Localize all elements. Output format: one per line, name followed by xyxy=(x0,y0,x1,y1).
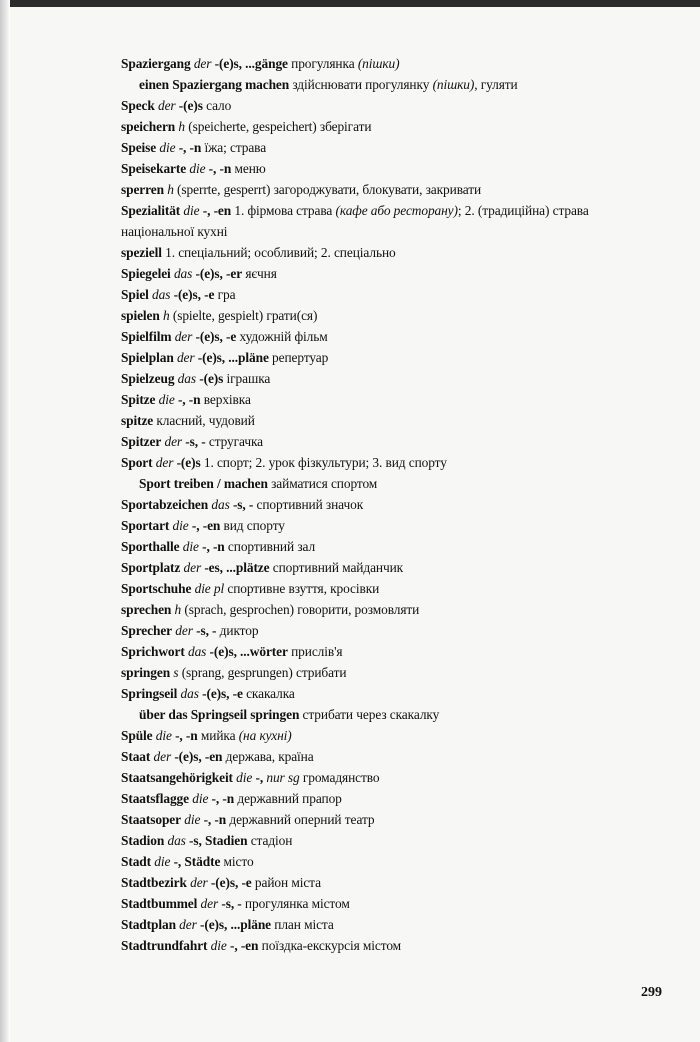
grammar: h xyxy=(162,308,170,323)
grammar: die xyxy=(159,140,176,155)
forms: -s, - xyxy=(196,623,217,638)
forms: (sperrte, gesperrt) xyxy=(177,182,271,197)
entry-spielen xyxy=(121,305,641,326)
translation: державний прапор xyxy=(237,791,342,806)
translation: скакалка xyxy=(246,686,295,701)
top-border xyxy=(0,0,700,7)
entry-sprichwort xyxy=(121,641,641,662)
grammar: der xyxy=(175,623,193,638)
translation: займатися спортом xyxy=(271,476,378,491)
entry-staatsoper xyxy=(121,809,641,830)
grammar: die xyxy=(172,518,189,533)
translation: поїздка-екскурсія містом xyxy=(261,938,402,953)
grammar: der xyxy=(183,560,202,575)
phrase: einen Spaziergang machen xyxy=(139,77,290,92)
translation: класний, чудовий xyxy=(156,413,255,428)
forms: -(e)s, ...gänge xyxy=(214,56,288,71)
forms: -(e)s, -e xyxy=(210,875,252,890)
entry-stadt xyxy=(121,851,641,872)
entry-sprecher xyxy=(121,620,641,641)
grammar: die xyxy=(158,392,175,407)
translation: спортивний майданчик xyxy=(272,560,404,575)
headword: Sprecher xyxy=(121,623,173,638)
page-number: 299 xyxy=(641,985,662,1000)
headword: Spiegelei xyxy=(121,266,171,281)
translation: репертуар xyxy=(272,350,329,365)
translation: яєчня xyxy=(245,266,277,281)
grammar: h xyxy=(174,602,182,617)
grammar: das xyxy=(167,833,186,848)
translation: художній фільм xyxy=(239,329,328,344)
forms: (speicherte, gespeichert) xyxy=(188,119,317,134)
headword: springen xyxy=(121,665,171,680)
headword: Spielfilm xyxy=(121,329,172,344)
phrase: über das Springseil springen xyxy=(139,707,300,722)
entry-staatsflagge xyxy=(121,788,641,809)
entry-sportschuhe xyxy=(121,578,641,599)
forms: -(e)s xyxy=(199,371,224,386)
entry-spielfilm xyxy=(121,326,641,347)
headword: Speisekarte xyxy=(121,161,187,176)
translation: 1. фірмова страва xyxy=(234,203,333,218)
entry-sporthalle xyxy=(121,536,641,557)
forms: -(e)s, -en xyxy=(174,749,223,764)
translation: спортивний зал xyxy=(227,539,316,554)
forms: -, -n xyxy=(175,728,198,743)
forms: (spielte, gespielt) xyxy=(172,308,264,323)
grammar: die pl xyxy=(194,581,225,596)
headword: Spezialität xyxy=(121,203,181,218)
grammar: s xyxy=(173,665,179,680)
translation: грати(ся) xyxy=(266,308,318,323)
translation: стругачка xyxy=(208,434,264,449)
grammar: der xyxy=(193,56,212,71)
entry-springseil xyxy=(121,683,641,704)
translation: 1. спорт; 2. урок фізкультури; 3. вид спорту xyxy=(203,455,447,470)
grammar: der xyxy=(155,455,174,470)
forms: -(e)s, -e xyxy=(202,686,243,701)
forms: -, -n xyxy=(202,539,225,554)
grammar: die xyxy=(210,938,227,953)
headword: Sportart xyxy=(121,518,170,533)
headword: spielen xyxy=(121,308,160,323)
headword: Spaziergang xyxy=(121,56,191,71)
translation: державний оперний театр xyxy=(229,812,375,827)
grammar: die xyxy=(189,161,206,176)
grammar: h xyxy=(178,119,186,134)
headword: Sportschuhe xyxy=(121,581,192,596)
entry-stadtbummel xyxy=(121,893,641,914)
translation: гра xyxy=(217,287,236,302)
grammar: das xyxy=(211,497,230,512)
grammar: das xyxy=(177,371,196,386)
entry-spitzer xyxy=(121,431,641,452)
grammar: die xyxy=(236,770,253,785)
headword: sperren xyxy=(121,182,164,197)
headword: Spitzer xyxy=(121,434,162,449)
dictionary-entries xyxy=(121,53,641,956)
grammar: der xyxy=(179,917,197,932)
phrase: Sport treiben / machen xyxy=(139,476,268,491)
translation: стадіон xyxy=(250,833,293,848)
forms: -s, - xyxy=(185,434,206,449)
forms: -, -en xyxy=(191,518,221,533)
note: (кафе або ресторану) xyxy=(335,203,458,218)
entry-stadtrundfahrt xyxy=(121,935,641,956)
translation: держава, країна xyxy=(225,749,314,764)
grammar: das xyxy=(180,686,199,701)
translation: прогулянка містом xyxy=(244,896,350,911)
forms: -(e)s, ...wörter xyxy=(209,644,288,659)
grammar: h xyxy=(167,182,174,197)
note: (пішки) xyxy=(432,77,475,92)
grammar-note: nur sg xyxy=(266,770,300,785)
note: (на кухні) xyxy=(238,728,292,743)
headword: Stadion xyxy=(121,833,165,848)
headword: speichern xyxy=(121,119,176,134)
headword: Stadt xyxy=(121,854,152,869)
forms: -, -n xyxy=(208,161,232,176)
entry-spezialitaet xyxy=(121,200,641,242)
forms: -(e)s, ...pläne xyxy=(199,917,272,932)
translation: стрибати xyxy=(295,665,347,680)
translation: план міста xyxy=(274,917,334,932)
forms: -, -n xyxy=(203,812,227,827)
forms: -(e)s, -er xyxy=(195,266,243,281)
forms: -s, - xyxy=(232,497,254,512)
grammar: der xyxy=(157,98,176,113)
entry-speichern xyxy=(121,116,641,137)
grammar: die xyxy=(183,203,200,218)
headword: Stadtrundfahrt xyxy=(121,938,208,953)
forms: -, xyxy=(255,770,264,785)
entry-speziell xyxy=(121,242,641,263)
translation: місто xyxy=(223,854,254,869)
entry-spitze-adj xyxy=(121,410,641,431)
phrase-ueber-das-springseil xyxy=(121,704,641,725)
translation: спортивне взуття, кросівки xyxy=(227,581,380,596)
grammar: die xyxy=(184,812,201,827)
translation: іграшка xyxy=(226,371,271,386)
headword: sprechen xyxy=(121,602,172,617)
entry-speise xyxy=(121,137,641,158)
page-gutter-shadow xyxy=(0,0,10,1042)
headword: Stadtbezirk xyxy=(121,875,187,890)
headword: Speck xyxy=(121,98,155,113)
headword: Spielzeug xyxy=(121,371,175,386)
grammar: das xyxy=(187,644,207,659)
headword: Stadtbummel xyxy=(121,896,198,911)
phrase-einen-spaziergang-machen xyxy=(121,74,641,95)
headword: Spielplan xyxy=(121,350,174,365)
headword: Staatsflagge xyxy=(121,791,189,806)
headword: Stadtplan xyxy=(121,917,176,932)
headword: Speise xyxy=(121,140,157,155)
headword: Sportabzeichen xyxy=(121,497,209,512)
entry-spitze-noun xyxy=(121,389,641,410)
forms: -, Städte xyxy=(173,854,221,869)
entry-sprechen xyxy=(121,599,641,620)
grammar: das xyxy=(173,266,193,281)
translation: вид спорту xyxy=(223,518,285,533)
grammar: der xyxy=(164,434,183,449)
forms: -, -n xyxy=(177,392,201,407)
entry-stadion xyxy=(121,830,641,851)
grammar: das xyxy=(152,287,171,302)
translation-cont: , гуляти xyxy=(474,77,518,92)
translation: здійснювати прогулянку xyxy=(292,77,430,92)
entry-spaziergang xyxy=(121,53,641,74)
entry-spuele xyxy=(121,725,641,746)
note: (пішки) xyxy=(357,56,400,71)
forms: -s, Stadien xyxy=(189,833,248,848)
headword: spitze xyxy=(121,413,154,428)
translation: мийка xyxy=(200,728,236,743)
translation: прогулянка xyxy=(291,56,355,71)
translation: прислів'я xyxy=(291,644,343,659)
entry-spielplan xyxy=(121,347,641,368)
phrase-sport-treiben xyxy=(121,473,641,494)
grammar: der xyxy=(176,350,195,365)
translation: меню xyxy=(234,161,266,176)
headword: Sprichwort xyxy=(121,644,185,659)
entry-spielzeug xyxy=(121,368,641,389)
translation: їжа; страва xyxy=(204,140,267,155)
entry-staatsangehoerigkeit xyxy=(121,767,641,788)
forms: -(e)s, -e xyxy=(173,287,215,302)
translation-cont: ; 2. (традиційна) страва національної кухні xyxy=(121,203,589,239)
translation: сало xyxy=(206,98,232,113)
entry-stadtbezirk xyxy=(121,872,641,893)
grammar: der xyxy=(200,896,219,911)
forms: -(e)s, ...pläne xyxy=(197,350,269,365)
translation: спортивний значок xyxy=(256,497,364,512)
forms: -, -en xyxy=(202,203,232,218)
entry-speisekarte xyxy=(121,158,641,179)
grammar: die xyxy=(182,539,199,554)
translation: говорити, розмовляти xyxy=(297,602,420,617)
forms: -(e)s xyxy=(176,455,201,470)
translation: стрибати через скакалку xyxy=(302,707,440,722)
headword: Sportplatz xyxy=(121,560,181,575)
forms: -, -en xyxy=(229,938,259,953)
forms: -, -n xyxy=(178,140,202,155)
headword: Sport xyxy=(121,455,153,470)
grammar: die xyxy=(192,791,209,806)
entry-stadtplan xyxy=(121,914,641,935)
forms: (sprach, gesprochen) xyxy=(184,602,294,617)
forms: -(e)s, -e xyxy=(195,329,237,344)
headword: Springseil xyxy=(121,686,178,701)
headword: Staatsangehörigkeit xyxy=(121,770,233,785)
headword: Staatsoper xyxy=(121,812,181,827)
headword: Spüle xyxy=(121,728,153,743)
headword: Spiel xyxy=(121,287,149,302)
translation: зберігати xyxy=(319,119,372,134)
grammar: der xyxy=(174,329,193,344)
entry-sperren xyxy=(121,179,641,200)
headword: Spitze xyxy=(121,392,156,407)
forms: -, -n xyxy=(211,791,235,806)
translation: верхівка xyxy=(203,392,251,407)
entry-speck xyxy=(121,95,641,116)
headword: Sporthalle xyxy=(121,539,180,554)
headword: speziell xyxy=(121,245,162,260)
headword: Staat xyxy=(121,749,151,764)
grammar: die xyxy=(155,728,172,743)
entry-staat xyxy=(121,746,641,767)
entry-spiegelei xyxy=(121,263,641,284)
translation: громадянство xyxy=(302,770,380,785)
grammar: der xyxy=(153,749,172,764)
entry-sport xyxy=(121,452,641,473)
translation: загороджувати, блокувати, закривати xyxy=(273,182,482,197)
entry-sportplatz xyxy=(121,557,641,578)
entry-spiel xyxy=(121,284,641,305)
translation: диктор xyxy=(219,623,259,638)
grammar: der xyxy=(190,875,208,890)
forms: (sprang, gesprungen) xyxy=(181,665,293,680)
translation: 1. спеціальний; особливий; 2. спеціально xyxy=(165,245,396,260)
forms: -(e)s xyxy=(178,98,203,113)
grammar: die xyxy=(154,854,171,869)
forms: -s, - xyxy=(221,896,242,911)
entry-sportart xyxy=(121,515,641,536)
translation: район міста xyxy=(254,875,321,890)
entry-springen xyxy=(121,662,641,683)
forms: -es, ...plätze xyxy=(204,560,270,575)
entry-sportabzeichen xyxy=(121,494,641,515)
